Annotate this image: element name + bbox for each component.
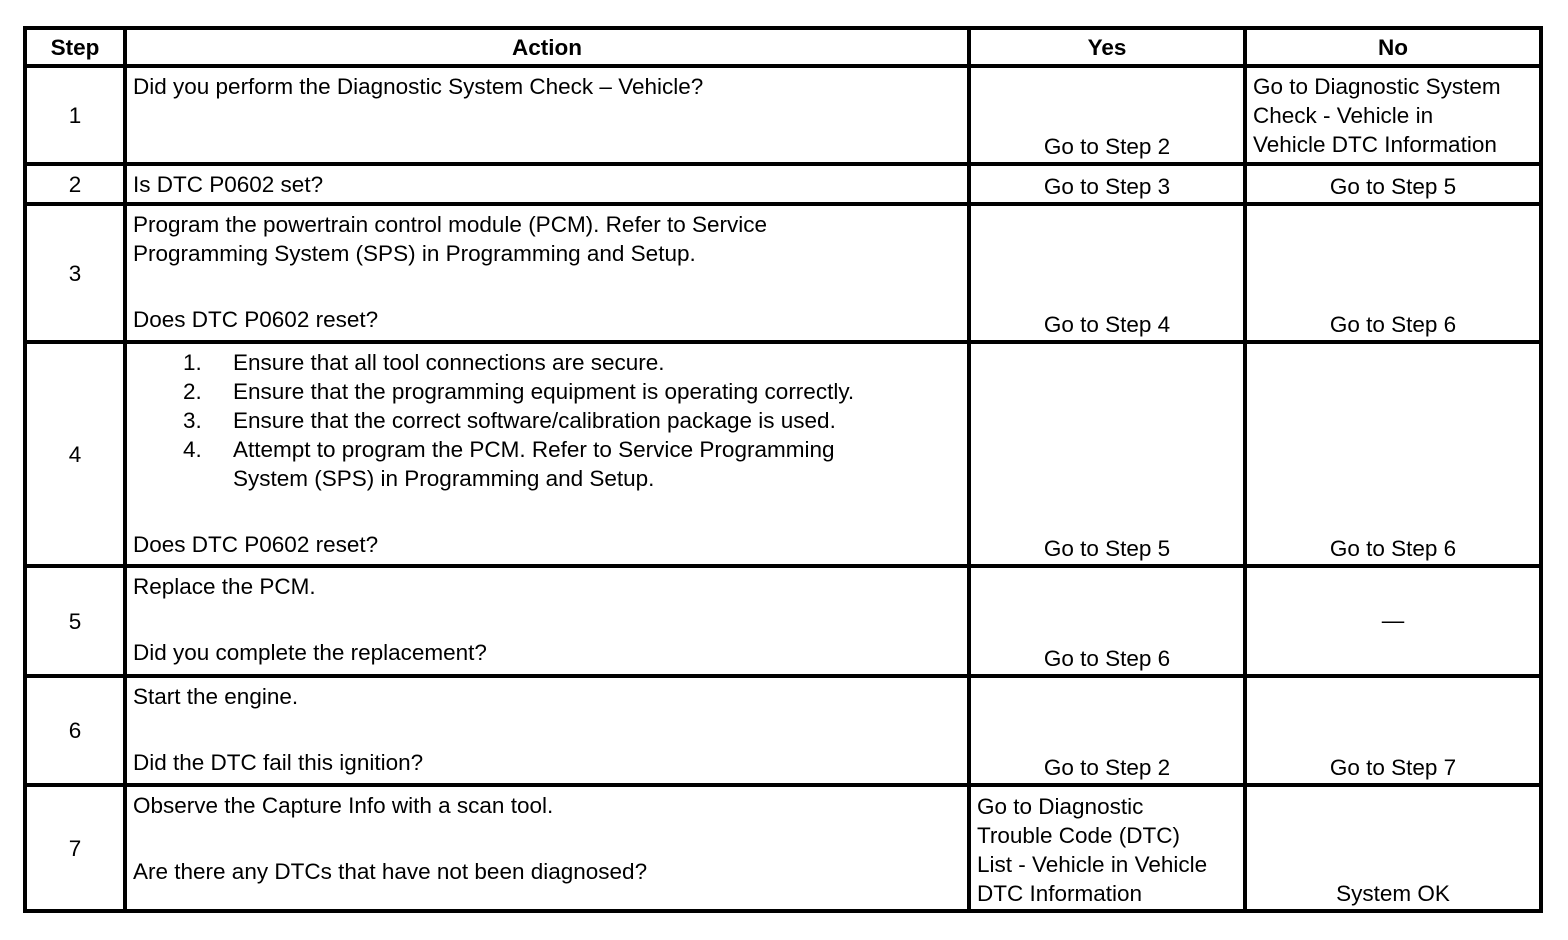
no-cell: — — [1245, 566, 1541, 676]
header-no: No — [1245, 28, 1541, 66]
no-line: Check - Vehicle in — [1253, 103, 1434, 128]
no-cell — [1245, 66, 1541, 164]
step-number: 7 — [25, 785, 125, 911]
header-yes: Yes — [969, 28, 1245, 66]
table-row-step-5 — [25, 566, 1541, 676]
no-line: Go to Diagnostic System — [1253, 74, 1501, 99]
table-row-step-4 — [25, 342, 1541, 566]
diagnostic-table-document — [23, 26, 1539, 913]
action-question: Does DTC P0602 reset? — [133, 307, 379, 332]
action-cell — [125, 164, 969, 204]
header-step: Step — [25, 28, 125, 66]
list-item-number: 3. — [183, 408, 202, 433]
yes-line: Go to Diagnostic — [977, 794, 1144, 819]
action-line: Observe the Capture Info with a scan tool. — [133, 793, 554, 818]
action-question: Did the DTC fail this ignition? — [133, 750, 424, 775]
list-item — [183, 406, 961, 435]
list-item-number: 1. — [183, 350, 202, 375]
yes-line: DTC Information — [977, 881, 1143, 906]
list-item-text: Ensure that the correct software/calibration package is used. — [233, 408, 836, 433]
list-item-text: Ensure that the programming equipment is operating correctly. — [233, 379, 855, 404]
table-row-step-1 — [25, 66, 1541, 164]
list-item — [183, 348, 961, 377]
action-question: Are there any DTCs that have not been diagnosed? — [133, 859, 648, 884]
action-question: Is DTC P0602 set? — [133, 171, 324, 197]
table-row-step-6 — [25, 676, 1541, 785]
list-item-text: System (SPS) in Programming and Setup. — [233, 466, 655, 491]
procedure-list — [133, 348, 961, 493]
table-row-step-3 — [25, 204, 1541, 342]
action-cell — [125, 785, 969, 911]
action-line: Start the engine. — [133, 684, 299, 709]
diagnostic-table — [23, 26, 1543, 913]
action-question: Did you complete the replacement? — [133, 640, 487, 665]
step-number: 5 — [25, 566, 125, 676]
yes-line: Trouble Code (DTC) — [977, 823, 1180, 848]
step-number: 3 — [25, 204, 125, 342]
yes-cell: Go to Step 3 — [969, 164, 1245, 204]
action-cell — [125, 342, 969, 566]
list-item — [183, 435, 961, 493]
action-cell — [125, 566, 969, 676]
action-cell — [125, 676, 969, 785]
yes-cell: Go to Step 4 — [969, 204, 1245, 342]
yes-cell: Go to Step 2 — [969, 676, 1245, 785]
list-item-number: 2. — [183, 379, 202, 404]
step-number: 2 — [25, 164, 125, 204]
list-item-text: Attempt to program the PCM. Refer to Service Programming — [233, 437, 835, 462]
no-cell: Go to Step 5 — [1245, 164, 1541, 204]
action-question: Did you perform the Diagnostic System Check – Vehicle? — [133, 74, 704, 99]
yes-cell: Go to Step 5 — [969, 342, 1245, 566]
action-cell — [125, 66, 969, 164]
table-row-step-2 — [25, 164, 1541, 204]
step-number: 1 — [25, 66, 125, 164]
list-item-number: 4. — [183, 437, 202, 462]
header-action: Action — [125, 28, 969, 66]
list-item — [183, 377, 961, 406]
no-cell: Go to Step 6 — [1245, 204, 1541, 342]
no-cell: System OK — [1245, 785, 1541, 911]
action-line: Programming System (SPS) in Programming and Setup. — [133, 241, 696, 266]
action-question: Does DTC P0602 reset? — [133, 532, 379, 557]
action-line: Program the powertrain control module (PCM). Refer to Service — [133, 212, 767, 237]
step-number: 4 — [25, 342, 125, 566]
action-line: Replace the PCM. — [133, 574, 316, 599]
no-cell: Go to Step 6 — [1245, 342, 1541, 566]
yes-line: List - Vehicle in Vehicle — [977, 852, 1208, 877]
list-item-text: Ensure that all tool connections are secure. — [233, 350, 665, 375]
no-line: Vehicle DTC Information — [1253, 132, 1497, 157]
action-cell — [125, 204, 969, 342]
header-row — [25, 28, 1541, 66]
table-row-step-7 — [25, 785, 1541, 911]
step-number: 6 — [25, 676, 125, 785]
yes-cell: Go to Step 6 — [969, 566, 1245, 676]
yes-cell — [969, 785, 1245, 911]
no-cell: Go to Step 7 — [1245, 676, 1541, 785]
yes-cell: Go to Step 2 — [969, 66, 1245, 164]
